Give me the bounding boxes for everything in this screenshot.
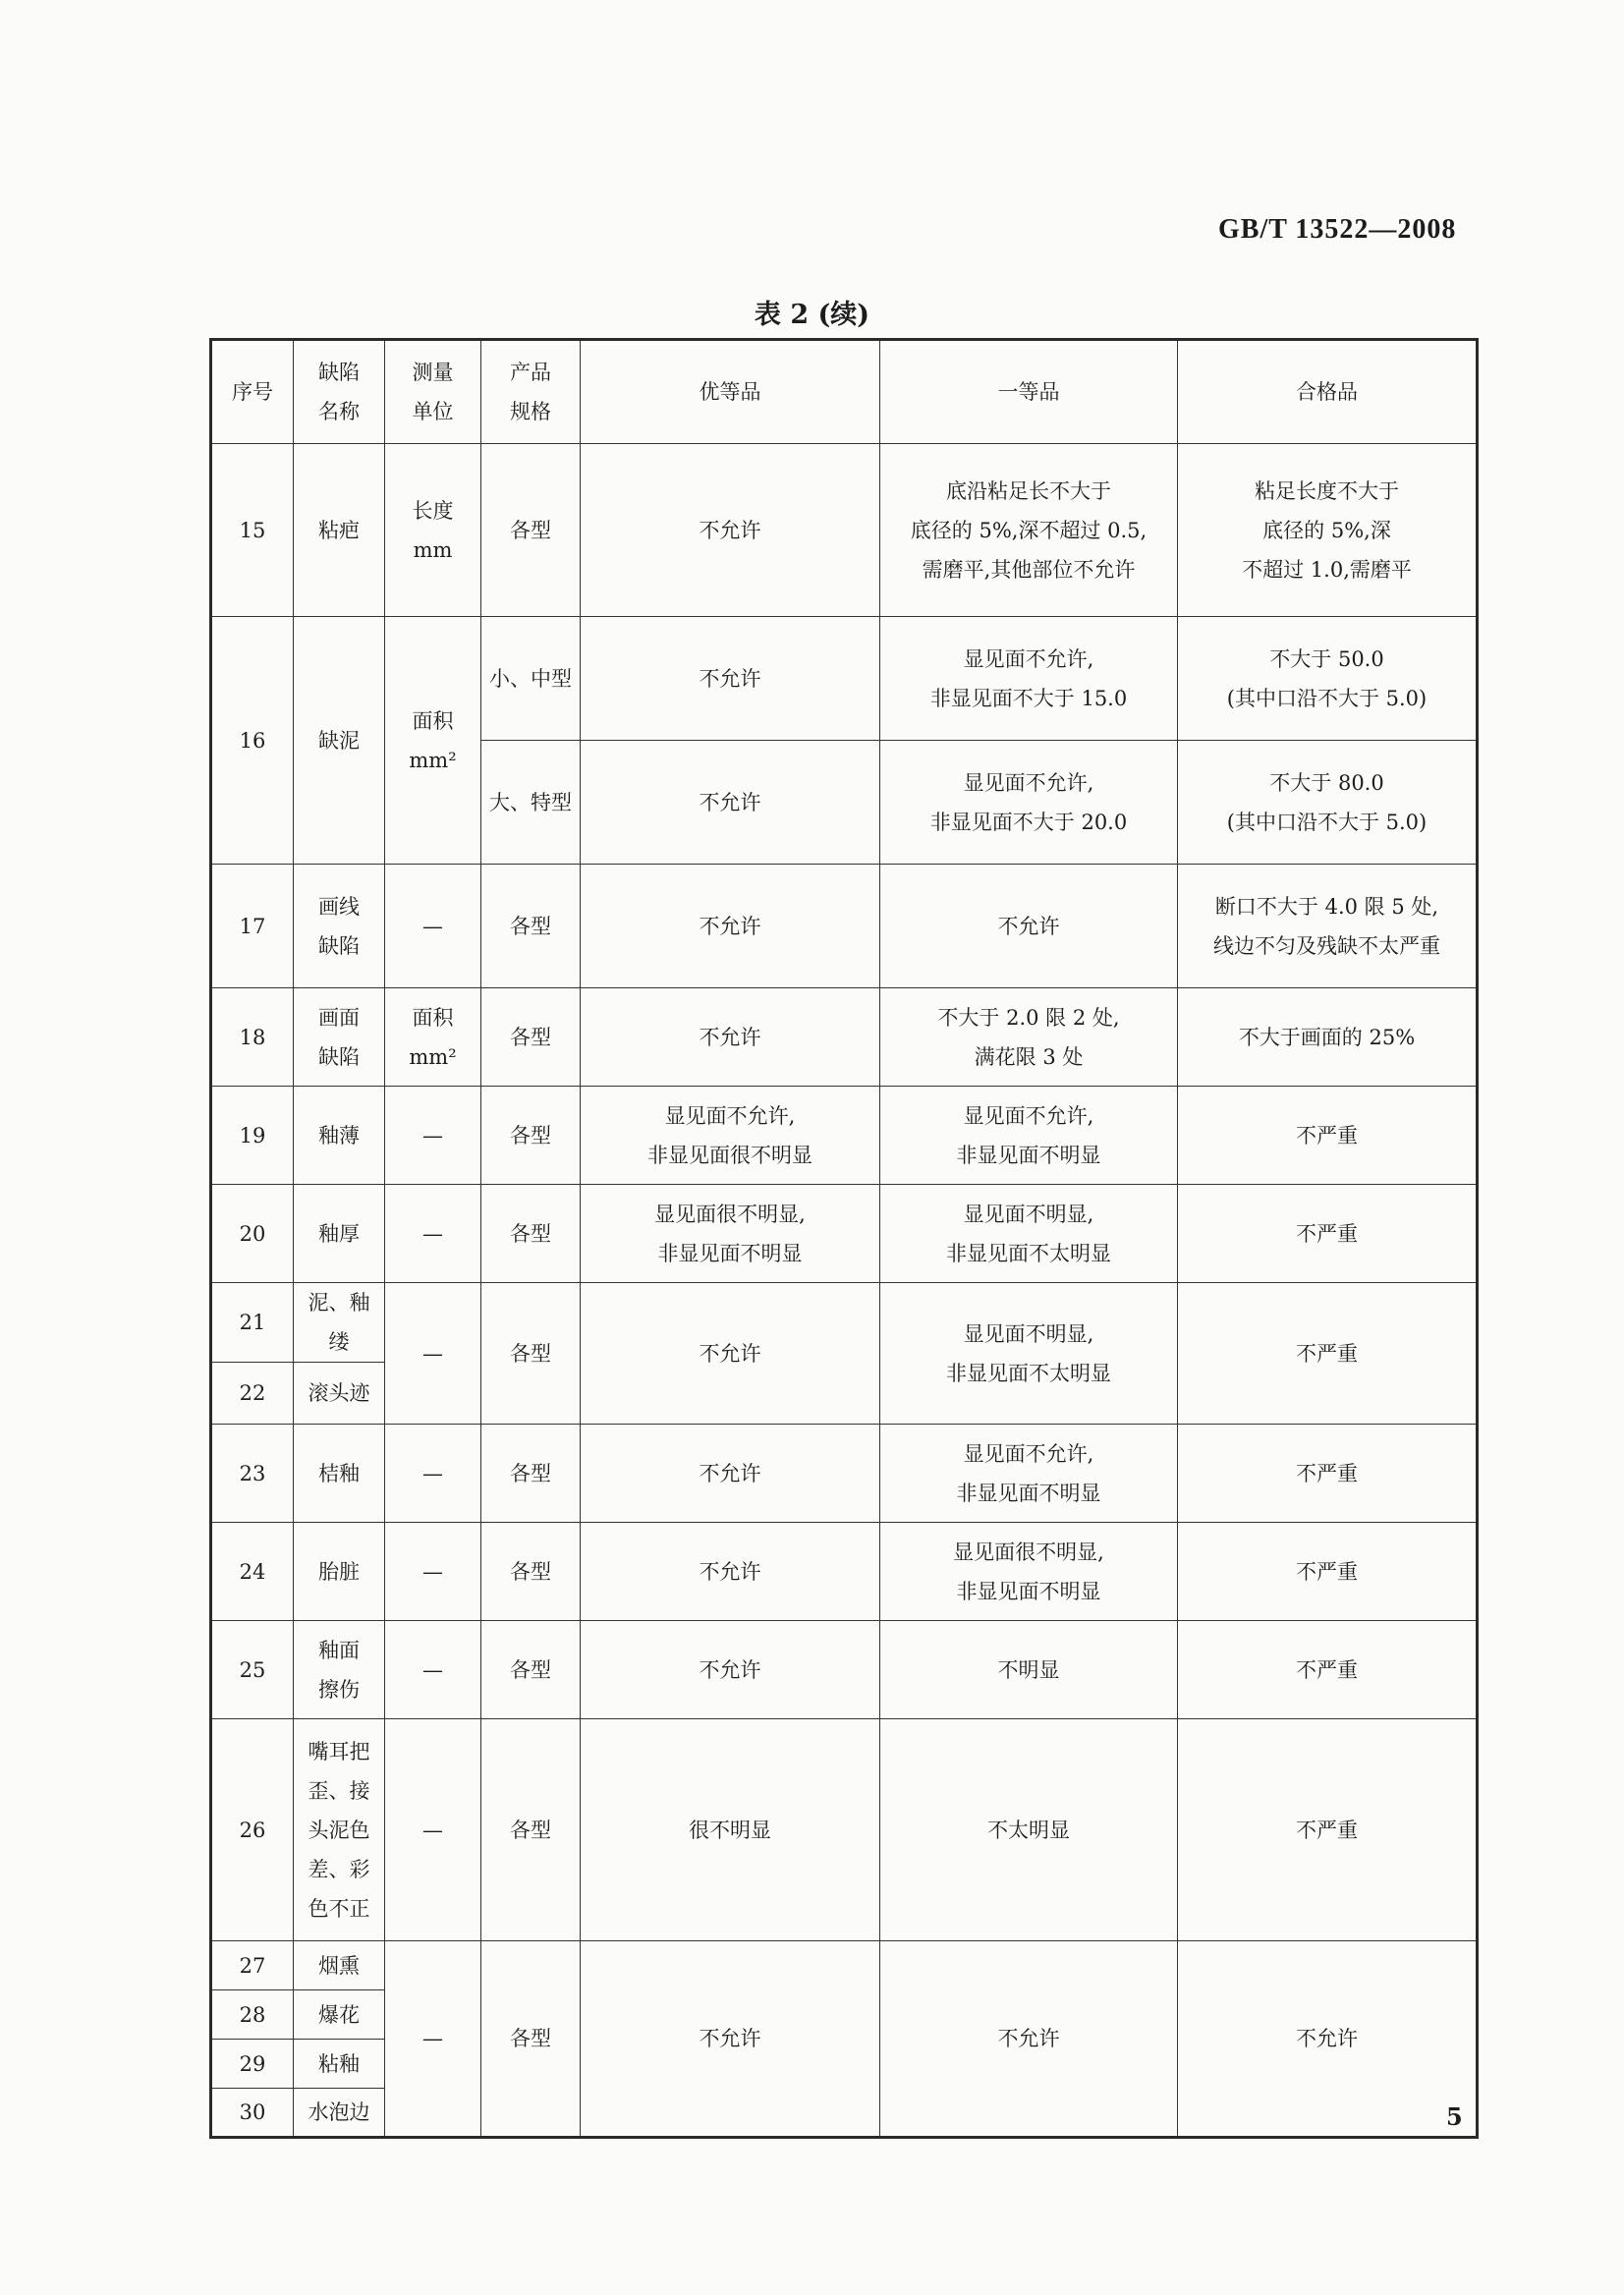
row-no: 21	[211, 1283, 294, 1363]
spec: 各型	[481, 1719, 581, 1941]
unit: 面积 mm²	[385, 617, 481, 865]
spec: 各型	[481, 1425, 581, 1523]
qualified-value: 不允许	[1178, 1941, 1478, 2138]
spec: 各型	[481, 1621, 581, 1719]
superior-value: 不允许	[581, 617, 880, 741]
standard-number: GB/T 13522—2008	[1218, 214, 1457, 245]
row-no: 24	[211, 1523, 294, 1621]
qualified-value: 不严重	[1178, 1719, 1478, 1941]
spec: 各型	[481, 1087, 581, 1185]
table-row	[211, 1425, 1478, 1523]
table-row	[211, 617, 1478, 741]
qualified-value: 不大于 50.0 (其中口沿不大于 5.0)	[1178, 617, 1478, 741]
spec: 各型	[481, 444, 581, 617]
row-no: 25	[211, 1621, 294, 1719]
defect-name: 爆花	[294, 1990, 385, 2040]
unit: —	[385, 865, 481, 988]
defect-name: 釉面 擦伤	[294, 1621, 385, 1719]
defect-name: 粘釉	[294, 2040, 385, 2089]
row-no: 17	[211, 865, 294, 988]
row-no: 20	[211, 1185, 294, 1283]
table-row	[211, 988, 1478, 1087]
col-header-qualified: 合格品	[1178, 340, 1478, 444]
col-header-no: 序号	[211, 340, 294, 444]
unit: —	[385, 1523, 481, 1621]
qualified-value: 不严重	[1178, 1185, 1478, 1283]
qualified-value: 不严重	[1178, 1425, 1478, 1523]
table-title: 表 2 (续)	[754, 300, 870, 330]
row-no: 27	[211, 1941, 294, 1990]
defect-name: 泥、釉缕	[294, 1283, 385, 1363]
qualified-value: 不严重	[1178, 1283, 1478, 1425]
superior-value: 不允许	[581, 988, 880, 1087]
superior-value: 不允许	[581, 1523, 880, 1621]
defect-name: 缺泥	[294, 617, 385, 865]
first-grade-value: 不大于 2.0 限 2 处, 满花限 3 处	[880, 988, 1178, 1087]
row-no: 30	[211, 2089, 294, 2138]
row-no: 18	[211, 988, 294, 1087]
unit: —	[385, 1621, 481, 1719]
superior-value: 不允许	[581, 865, 880, 988]
defect-name: 烟熏	[294, 1941, 385, 1990]
table-row	[211, 1185, 1478, 1283]
row-no: 19	[211, 1087, 294, 1185]
table-row	[211, 1087, 1478, 1185]
row-no: 22	[211, 1363, 294, 1425]
unit: —	[385, 1185, 481, 1283]
first-grade-value: 不明显	[880, 1621, 1178, 1719]
defect-name: 胎脏	[294, 1523, 385, 1621]
page-number: 5	[1446, 2102, 1463, 2131]
qualified-value: 不严重	[1178, 1621, 1478, 1719]
defect-name: 釉薄	[294, 1087, 385, 1185]
defect-name: 桔釉	[294, 1425, 385, 1523]
spec: 大、特型	[481, 741, 581, 865]
defect-name: 滚头迹	[294, 1363, 385, 1425]
row-no: 26	[211, 1719, 294, 1941]
superior-value: 不允许	[581, 444, 880, 617]
row-no: 15	[211, 444, 294, 617]
qualified-value: 不严重	[1178, 1087, 1478, 1185]
unit: 长度 mm	[385, 444, 481, 617]
row-no: 28	[211, 1990, 294, 2040]
table-row	[211, 1523, 1478, 1621]
qualified-value: 粘足长度不大于 底径的 5%,深 不超过 1.0,需磨平	[1178, 444, 1478, 617]
defect-name: 粘疤	[294, 444, 385, 617]
superior-value: 不允许	[581, 1283, 880, 1425]
unit: —	[385, 1425, 481, 1523]
first-grade-value: 显见面不明显, 非显见面不太明显	[880, 1283, 1178, 1425]
superior-value: 显见面不允许, 非显见面很不明显	[581, 1087, 880, 1185]
col-header-superior: 优等品	[581, 340, 880, 444]
qualified-value: 不大于画面的 25%	[1178, 988, 1478, 1087]
first-grade-value: 显见面不允许, 非显见面不大于 15.0	[880, 617, 1178, 741]
spec: 小、中型	[481, 617, 581, 741]
unit: —	[385, 1719, 481, 1941]
first-grade-value: 显见面很不明显, 非显见面不明显	[880, 1523, 1178, 1621]
spec: 各型	[481, 1941, 581, 2138]
first-grade-value: 不太明显	[880, 1719, 1178, 1941]
defect-name: 釉厚	[294, 1185, 385, 1283]
first-grade-value: 底沿粘足长不大于 底径的 5%,深不超过 0.5, 需磨平,其他部位不允许	[880, 444, 1178, 617]
superior-value: 不允许	[581, 741, 880, 865]
row-no: 23	[211, 1425, 294, 1523]
col-header-first-grade: 一等品	[880, 340, 1178, 444]
defect-name: 嘴耳把 歪、接 头泥色 差、彩 色不正	[294, 1719, 385, 1941]
spec: 各型	[481, 1523, 581, 1621]
table-row	[211, 444, 1478, 617]
superior-value: 不允许	[581, 1425, 880, 1523]
defect-name: 画线 缺陷	[294, 865, 385, 988]
first-grade-value: 显见面不允许, 非显见面不明显	[880, 1087, 1178, 1185]
table-row	[211, 1719, 1478, 1941]
superior-value: 显见面很不明显, 非显见面不明显	[581, 1185, 880, 1283]
header-row	[211, 340, 1478, 444]
table-row	[211, 865, 1478, 988]
superior-value: 很不明显	[581, 1719, 880, 1941]
first-grade-value: 显见面不允许, 非显见面不明显	[880, 1425, 1178, 1523]
defect-name: 水泡边	[294, 2089, 385, 2138]
first-grade-value: 不允许	[880, 865, 1178, 988]
table-row	[211, 1283, 1478, 1363]
spec: 各型	[481, 865, 581, 988]
spec: 各型	[481, 988, 581, 1087]
col-header-defect-name: 缺陷 名称	[294, 340, 385, 444]
spec: 各型	[481, 1185, 581, 1283]
unit: 面积 mm²	[385, 988, 481, 1087]
qualified-value: 不大于 80.0 (其中口沿不大于 5.0)	[1178, 741, 1478, 865]
unit: —	[385, 1941, 481, 2138]
qualified-value: 断口不大于 4.0 限 5 处, 线边不匀及残缺不太严重	[1178, 865, 1478, 988]
first-grade-value: 不允许	[880, 1941, 1178, 2138]
first-grade-value: 显见面不允许, 非显见面不大于 20.0	[880, 741, 1178, 865]
col-header-spec: 产品 规格	[481, 340, 581, 444]
row-no: 16	[211, 617, 294, 865]
unit: —	[385, 1283, 481, 1425]
col-header-unit: 测量 单位	[385, 340, 481, 444]
qualified-value: 不严重	[1178, 1523, 1478, 1621]
superior-value: 不允许	[581, 1941, 880, 2138]
unit: —	[385, 1087, 481, 1185]
defects-table	[209, 338, 1479, 2139]
table-row	[211, 1621, 1478, 1719]
spec: 各型	[481, 1283, 581, 1425]
table-row	[211, 1941, 1478, 1990]
row-no: 29	[211, 2040, 294, 2089]
first-grade-value: 显见面不明显, 非显见面不太明显	[880, 1185, 1178, 1283]
superior-value: 不允许	[581, 1621, 880, 1719]
defect-name: 画面 缺陷	[294, 988, 385, 1087]
